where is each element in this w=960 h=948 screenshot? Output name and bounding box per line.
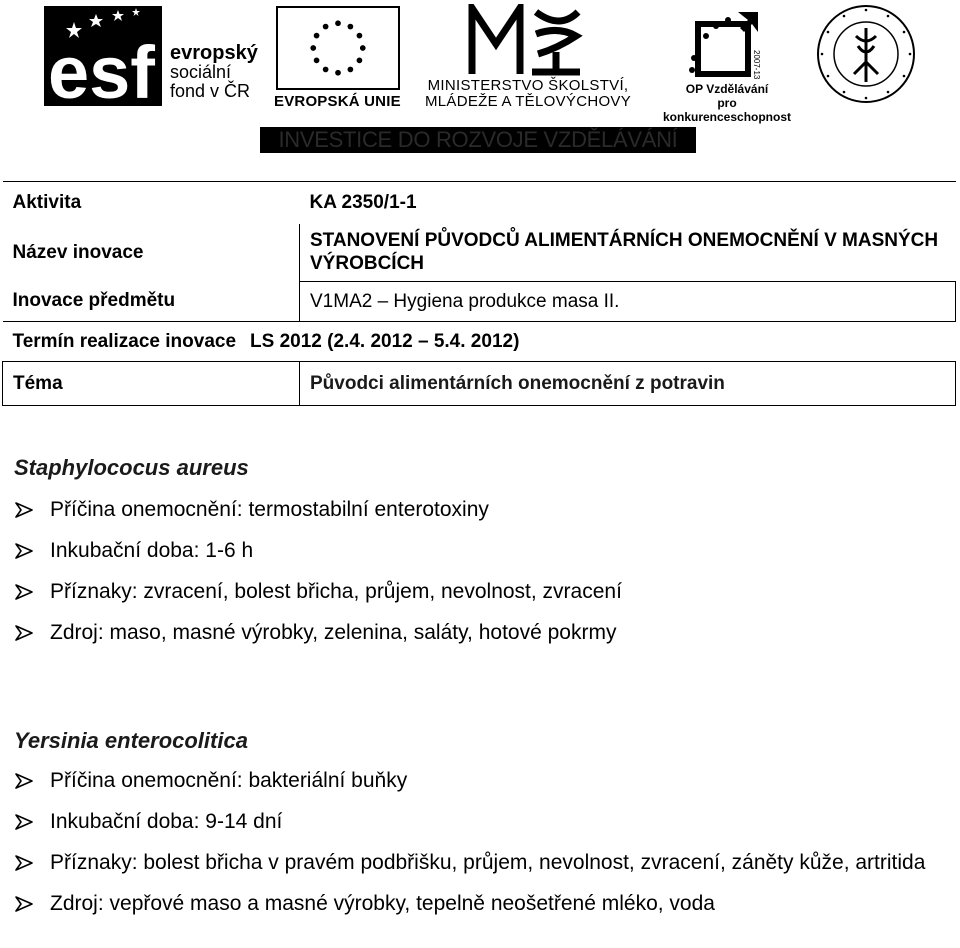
- msmt-line1: MINISTERSTVO ŠKOLSTVÍ,: [427, 77, 629, 94]
- arrowhead-bullet-icon: [14, 501, 34, 519]
- info-value: Původci alimentárních onemocnění z potravin: [300, 362, 956, 406]
- list-item: [14, 768, 944, 794]
- arrowhead-bullet-icon: [14, 895, 34, 913]
- info-row-tema: [3, 362, 956, 406]
- arrowhead-bullet-icon: [14, 813, 34, 831]
- list-item-text: Inkubační doba: 1-6 h: [50, 539, 254, 562]
- info-value: KA 2350/1-1: [309, 191, 417, 213]
- eu-label: EVROPSKÁ UNIE: [274, 93, 401, 110]
- info-label: Téma: [13, 372, 63, 394]
- bullet-list: [14, 768, 944, 917]
- op-label: [652, 82, 802, 124]
- info-value: V1MA2 – Hygiena produkce masa II.: [300, 282, 956, 322]
- esf-logo-text: [170, 44, 258, 101]
- section-title: Staphylococus aureus: [14, 455, 249, 480]
- list-item-text: Inkubační doba: 9-14 dní: [50, 810, 283, 833]
- info-table: [2, 181, 956, 406]
- list-item-text: Příznaky: zvracení, bolest břicha, průjem, nevolnost, zvracení: [50, 580, 622, 603]
- list-item: [14, 809, 944, 835]
- list-item: [14, 891, 944, 917]
- info-label: Termín realizace inovace: [12, 330, 237, 352]
- eu-flag-icon: [276, 6, 400, 90]
- list-item: [14, 620, 944, 646]
- list-item: [14, 850, 944, 876]
- section-title: Yersinia enterocolitica: [14, 728, 248, 753]
- op-line2: pro konkurenceschopnost: [662, 96, 792, 124]
- info-value: LS 2012 (2.4. 2012 – 5.4. 2012): [250, 330, 520, 352]
- arrowhead-bullet-icon: [14, 854, 34, 872]
- university-seal-icon: [816, 2, 916, 106]
- bullet-list: [14, 497, 944, 646]
- list-item-text: Příznaky: bolest břicha v pravém podbřišku, průjem, nevolnost, zvracení, záněty kůže, artritida: [50, 851, 926, 874]
- info-value: STANOVENÍ PŮVODCŮ ALIMENTÁRNÍCH ONEMOCNĚNÍ V MASNÝCH VÝROBCÍCH: [300, 224, 956, 282]
- investice-banner: INVESTICE DO ROZVOJE VZDĚLÁVÁNÍ: [260, 127, 696, 153]
- info-label: Aktivita: [12, 191, 82, 213]
- info-row-termin: [3, 322, 956, 362]
- list-item: [14, 497, 944, 523]
- info-termin-cell: [3, 322, 956, 362]
- op-line1: OP Vzdělávání: [685, 82, 769, 96]
- info-row-predmet: [3, 282, 956, 322]
- list-item: [14, 579, 944, 605]
- info-label: Název inovace: [12, 241, 144, 263]
- arrowhead-bullet-icon: [14, 542, 34, 560]
- info-row-nazev: [3, 224, 956, 282]
- list-item-text: Zdroj: vepřové maso a masné výrobky, tepelně neošetřené mléko, voda: [50, 892, 715, 915]
- arrowhead-bullet-icon: [14, 772, 34, 790]
- section-yersinia: [14, 728, 944, 932]
- list-item-text: Příčina onemocnění: bakteriální buňky: [50, 769, 408, 792]
- list-item-text: Zdroj: maso, masné výrobky, zelenina, saláty, hotové pokrmy: [50, 621, 617, 644]
- esf-logo-icon: [44, 6, 162, 106]
- svg-text:2007-13: 2007-13: [752, 50, 761, 80]
- arrowhead-bullet-icon: [14, 583, 34, 601]
- list-item-text: Příčina onemocnění: termostabilní enterotoxiny: [50, 498, 489, 521]
- esf-line1: evropský: [170, 42, 258, 64]
- msmt-line2: MLÁDEŽE A TĚLOVÝCHOVY: [424, 93, 632, 110]
- op-logo-icon: [684, 10, 768, 80]
- info-row-aktivita: [3, 182, 956, 224]
- list-item: [14, 538, 944, 564]
- msmt-logo-icon: [466, 4, 586, 76]
- arrowhead-bullet-icon: [14, 624, 34, 642]
- section-staphylococcus: [14, 455, 944, 661]
- info-label: Inovace předmětu: [12, 290, 176, 312]
- svg-text:esf: esf: [48, 31, 155, 106]
- esf-line3: fond v ČR: [170, 81, 251, 101]
- esf-line2: sociální: [170, 62, 232, 82]
- msmt-label: [418, 78, 638, 110]
